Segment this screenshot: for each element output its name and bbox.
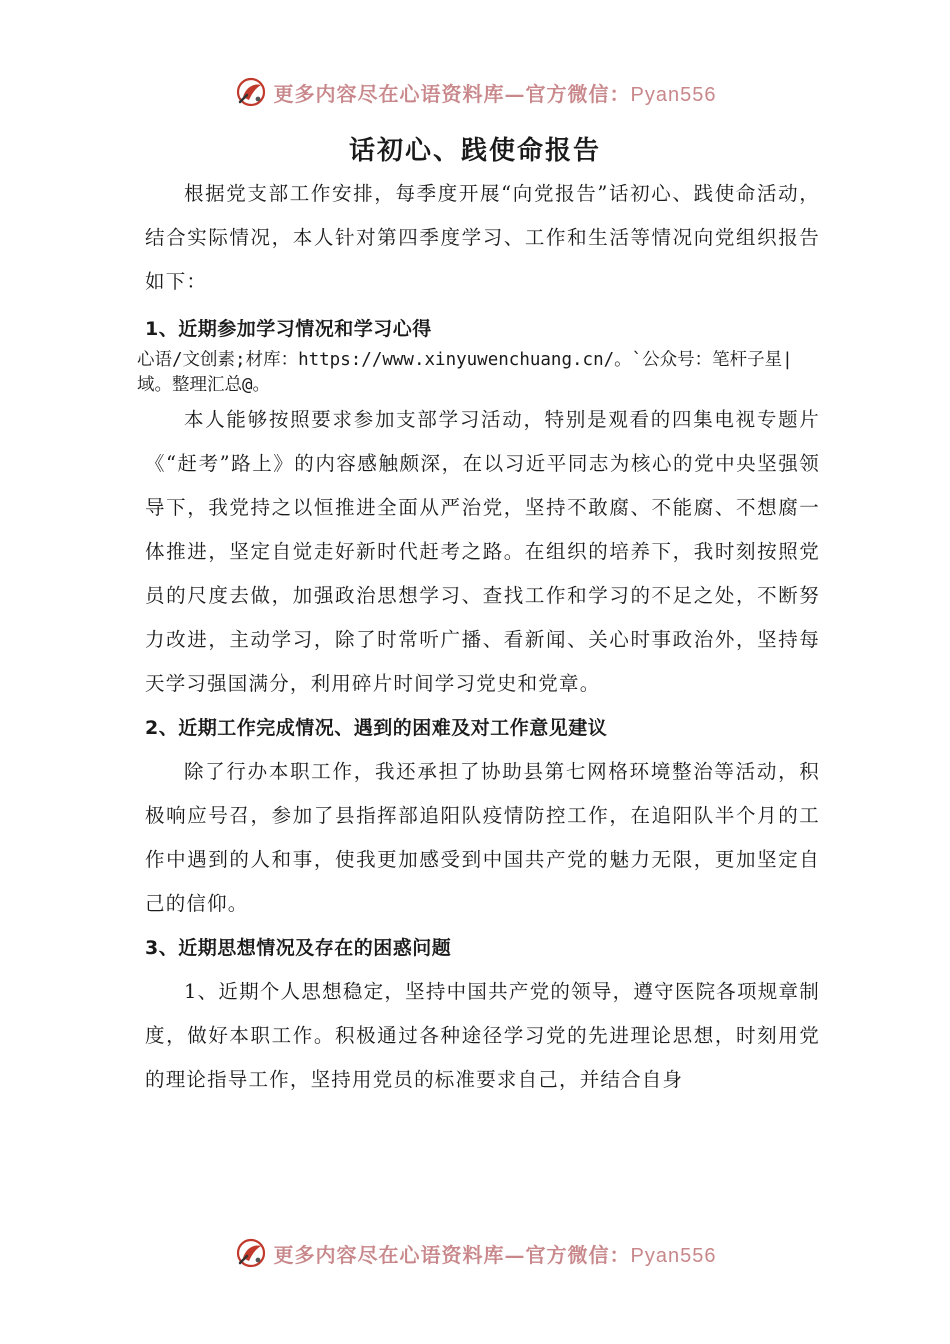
intro-paragraph: 根据党支部工作安排，每季度开展“向党报告”话初心、践使命活动，结合实际情况，本人针对第四季度学习、工作和生活等情况向党组织报告如下：: [145, 182, 820, 293]
xinyu-logo-icon: [234, 1236, 268, 1270]
section-2-heading: 2、近期工作完成情况、遇到的困难及对工作意见建议: [145, 717, 608, 739]
watermark-text: 更多内容尽在心语资料库—官方微信：Pyan556: [273, 1242, 717, 1267]
document-body: [137, 172, 820, 1102]
watermark-text: 更多内容尽在心语资料库—官方微信：Pyan556: [273, 81, 717, 106]
section-3-heading: 3、近期思想情况及存在的困惑问题: [145, 937, 452, 959]
watermark-banner-bottom: [0, 1233, 950, 1273]
watermark-wechat-id: Pyan556: [630, 1244, 717, 1267]
section-3-body: 1、近期个人思想稳定，坚持中国共产党的领导，遵守医院各项规章制度，做好本职工作。积极通过各种途径学习党的先进理论思想，时刻用党的理论指导工作，坚持用党员的标准要求自己，并结合自身: [145, 980, 820, 1091]
document-title: 话初心、践使命报告: [348, 136, 601, 166]
watermark-banner-top: [0, 72, 950, 112]
section-1-body: 本人能够按照要求参加支部学习活动，特别是观看的四集电视专题片《“赶考”路上》的内容感触颇深，在以习近平同志为核心的党中央坚强领导下，我党持之以恒推进全面从严治党，坚持不敢腐、不能腐、不想腐一体推进，坚定自觉走好新时代赶考之路。在组织的培养下，我时刻按照党员的尺度去做，加强政治思想学习、查找工作和学习的不足之处，不断努力改进，主动学习，除了时常听广播、看新闻、关心时事政治外，坚持每天学习强国满分，利用碎片时间学习党史和党章。: [145, 408, 820, 695]
section-2-body: 除了行办本职工作，我还承担了协助县第七网格环境整治等活动，积极响应号召，参加了县指挥部追阳队疫情防控工作，在追阳队半个月的工作中遇到的人和事，使我更加感受到中国共产党的魅力无限，更加坚定自己的信仰。: [145, 760, 820, 915]
watermark-wechat-id: Pyan556: [630, 83, 717, 106]
source-note: 心语/文创素;材库：https://www.xinyuwenchuang.cn/。`公众号：笔杆子星|域。整理汇总@。: [137, 350, 793, 395]
xinyu-logo-icon: [234, 75, 268, 109]
section-1-heading: 1、近期参加学习情况和学习心得: [145, 318, 432, 340]
